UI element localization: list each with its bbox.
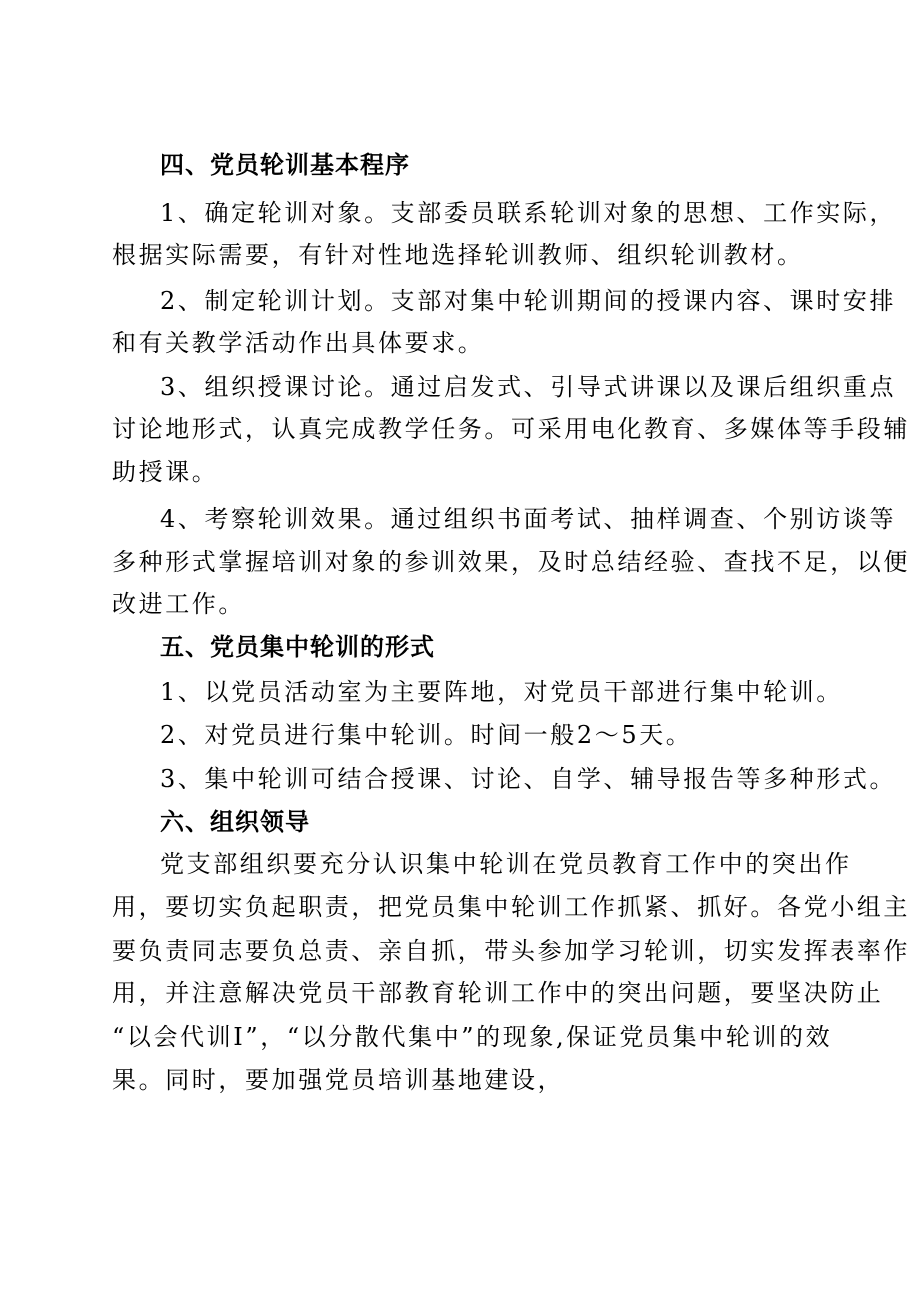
section-4-item-2-line-2: 和有关教学活动作出具体要求。 xyxy=(112,329,485,357)
section-4-item-1-line-1: 1、确定轮训对象。支部委员联系轮训对象的思想、工作实际， xyxy=(160,199,897,227)
section-4-item-3-line-2: 讨论地形式，认真完成教学任务。可采用电化教育、多媒体等手段辅 xyxy=(112,415,910,443)
section-4-item-4-line-3: 改进工作。 xyxy=(112,590,245,618)
section-5-item-3: 3、集中轮训可结合授课、讨论、自学、辅导报告等多种形式。 xyxy=(160,765,897,793)
section-4-item-2-line-1: 2、制定轮训计划。支部对集中轮训期间的授课内容、课时安排 xyxy=(160,287,897,315)
section-4-item-3-line-1: 3、组织授课讨论。通过启发式、引导式讲课以及课后组织重点 xyxy=(160,373,897,401)
section-6-heading: 六、组织领导 xyxy=(160,808,310,836)
section-4-item-4-line-2: 多种形式掌握培训对象的参训效果，及时总结经验、查找不足，以便 xyxy=(112,548,910,576)
section-5-item-2: 2、对党员进行集中轮训。时间一般2～5天。 xyxy=(160,721,693,749)
section-4-item-1-line-2: 根据实际需要，有针对性地选择轮训教师、组织轮训教材。 xyxy=(112,241,804,269)
section-4-item-4-line-1: 4、考察轮训效果。通过组织书面考试、抽样调查、个别访谈等 xyxy=(160,505,897,533)
section-6-para-line-6: 果。同时，要加强党员培训基地建设， xyxy=(112,1066,565,1094)
section-6-para-line-3: 要负责同志要负总责、亲自抓，带头参加学习轮训，切实发挥表率作 xyxy=(112,937,910,965)
section-6-para-line-2: 用，要切实负起职责，把党员集中轮训工作抓紧、抓好。各党小组主 xyxy=(112,893,910,921)
section-6-para-line-5: “以会代训I”，“以分散代集中”的现象,保证党员集中轮训的效 xyxy=(112,1023,833,1051)
section-5-heading: 五、党员集中轮训的形式 xyxy=(160,633,435,661)
section-5-item-1: 1、以党员活动室为主要阵地，对党员干部进行集中轮训。 xyxy=(160,678,843,706)
section-4-item-3-line-3: 助授课。 xyxy=(112,458,219,486)
section-4-heading: 四、党员轮训基本程序 xyxy=(160,151,410,179)
section-6-para-line-4: 用，并注意解决党员干部教育轮训工作中的突出问题，要坚决防止 xyxy=(112,979,884,1007)
section-6-para-line-1: 党支部组织要充分认识集中轮训在党员教育工作中的突出作 xyxy=(160,850,852,878)
